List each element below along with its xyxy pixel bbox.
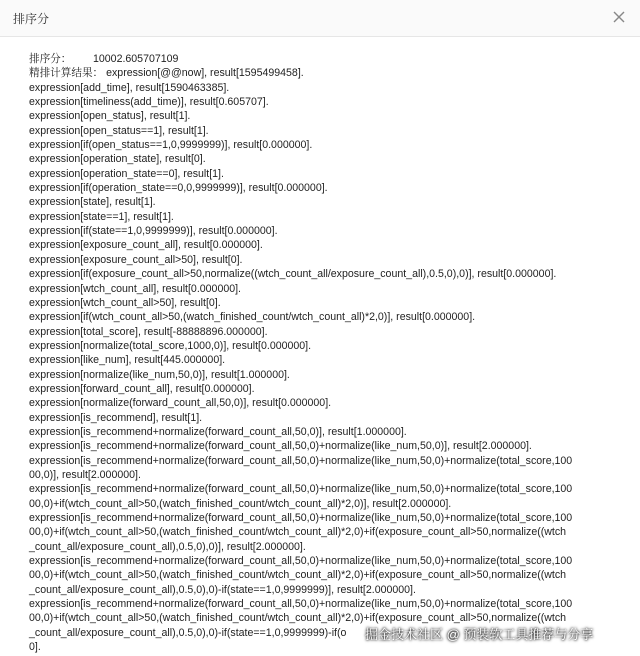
expression-line: expression[is_recommend+normalize(forward_count_all,50,0)+normalize(like_num,50,0)+normalize(total_score,100 — [29, 512, 573, 524]
expression-line: expression[if(open_status==1,0,9999999)], result[0.000000]. — [29, 139, 313, 152]
expression-line: expression[if(operation_state==0,0,9999999)], result[0.000000]. — [29, 182, 328, 195]
expression-line: expression[is_recommend+normalize(forward_count_all,50,0)], result[1.000000]. — [29, 425, 407, 438]
score-label: 排序分： — [29, 53, 72, 65]
detail-first-expression: expression[@@now], result[1595499458]. — [106, 67, 304, 80]
expression-line: _count_all/exposure_count_all),0.5,0),0)-if(state==1,0,9999999)-if(o — [29, 626, 347, 639]
expression-line: expression[is_recommend+normalize(forward_count_all,50,0)+normalize(like_num,50,0)+normalize(total_score,100 — [29, 483, 573, 496]
expression-line: expression[like_num], result[445.000000]. — [29, 354, 226, 367]
close-icon[interactable] — [610, 8, 628, 26]
expression-line: 0]. — [29, 641, 41, 654]
expression-line: expression[normalize(total_score,1000,0)], result[0.000000]. — [29, 339, 312, 352]
expression-line: expression[add_time], result[1590463385]. — [29, 81, 230, 94]
expression-line: expression[is_recommend], result[1]. — [29, 411, 203, 424]
dialog-title: 排序分 — [13, 12, 50, 26]
expression-line: expression[timeliness(add_time)], result[0.605707]. — [29, 96, 269, 109]
expression-line: expression[is_recommend+normalize(forward_count_all,50,0)+normalize(like_num,50,0)+normalize(total_score,100 — [29, 555, 573, 568]
expression-line: expression[operation_state==0], result[1]. — [29, 167, 224, 180]
expression-line: expression[exposure_count_all], result[0.000000]. — [29, 239, 263, 252]
expression-line: expression[normalize(forward_count_all,50,0)], result[0.000000]. — [29, 397, 332, 410]
expression-line: expression[open_status==1], result[1]. — [29, 124, 209, 137]
expression-line: expression[is_recommend+normalize(forward_count_all,50,0)+normalize(like_num,50,0)+normalize(total_score,100 — [29, 598, 573, 611]
expression-line: _count_all/exposure_count_all),0.5,0),0)], result[2.000000]. — [29, 540, 306, 553]
dialog-header — [0, 0, 640, 37]
expression-line: expression[exposure_count_all>50], result[0]. — [29, 253, 243, 266]
expression-line: expression[state==1], result[1]. — [29, 210, 174, 223]
detail-label: 精排计算结果： — [29, 67, 104, 80]
expression-line: 00,0)+if(wtch_count_all>50,(watch_finished_count/wtch_count_all)*2,0)+if(exposure_count_all>50,normalize((wtch — [29, 526, 567, 539]
watermark-text: 掘金技术社区 @ 预装软工具推荐与分享 — [365, 627, 594, 642]
expression-line: _count_all/exposure_count_all),0.5,0),0)-if(state==1,0,9999999)], result[2.000000]. — [29, 583, 416, 596]
expression-line: expression[total_score], result[-88888896.000000]. — [29, 325, 268, 338]
detail-line — [29, 66, 629, 80]
expression-line: expression[is_recommend+normalize(forward_count_all,50,0)+normalize(like_num,50,0)], result[2.000000]. — [29, 440, 532, 453]
score-value: 10002.605707109 — [93, 53, 179, 65]
expression-line: expression[normalize(like_num,50,0)], result[1.000000]. — [29, 368, 290, 381]
expression-line: 00,0)+if(wtch_count_all>50,(watch_finished_count/wtch_count_all)*2,0)], result[2.000000]. — [29, 497, 452, 510]
expression-line: expression[wtch_count_all], result[0.000000]. — [29, 282, 242, 295]
expression-line: expression[if(state==1,0,9999999)], result[0.000000]. — [29, 225, 278, 238]
expression-line: expression[forward_count_all], result[0.000000]. — [29, 382, 255, 395]
expression-list — [29, 81, 629, 655]
expression-line: 00,0)+if(wtch_count_all>50,(watch_finished_count/wtch_count_all)*2,0)+if(exposure_count_all>50,normalize((wtch — [29, 612, 567, 625]
score-detail-content — [29, 52, 629, 654]
score-line — [29, 52, 629, 66]
expression-line: expression[if(wtch_count_all>50,(watch_finished_count/wtch_count_all)*2,0)], result[0.000000]. — [29, 311, 476, 324]
expression-line: expression[operation_state], result[0]. — [29, 153, 206, 166]
expression-line: 00,0)], result[2.000000]. — [29, 468, 141, 481]
expression-line: 00,0)+if(wtch_count_all>50,(watch_finished_count/wtch_count_all)*2,0)+if(exposure_count_all>50,normalize((wtch — [29, 569, 567, 582]
expression-line: expression[state], result[1]. — [29, 196, 156, 209]
expression-line: expression[open_status], result[1]. — [29, 110, 191, 123]
expression-line: expression[if(exposure_count_all>50,normalize((wtch_count_all/exposure_count_all),0.5,0),0)], result[0.000000]. — [29, 268, 557, 281]
expression-line: expression[wtch_count_all>50], result[0]. — [29, 296, 221, 309]
expression-line: expression[is_recommend+normalize(forward_count_all,50,0)+normalize(like_num,50,0)+normalize(total_score,100 — [29, 454, 573, 467]
